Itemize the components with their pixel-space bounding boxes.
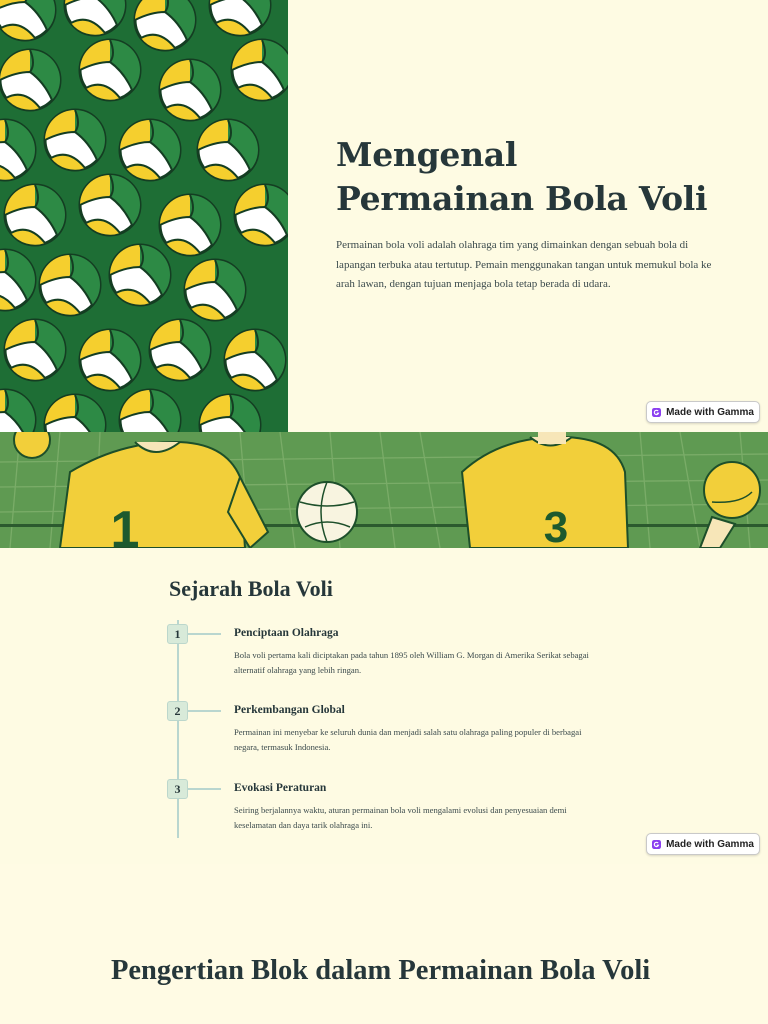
jersey-number-right: 3	[543, 503, 569, 548]
volleyball-pattern-image	[0, 0, 288, 432]
timeline-heading: Evokasi Peraturan	[234, 782, 327, 794]
timeline-line	[177, 620, 179, 838]
badge-label: Made with Gamma	[666, 838, 754, 850]
timeline-text: Seiring berjalannya waktu, aturan permainan bola voli mengalami evolusi dan penyesuaian demi keselamatan dan daya tarik olahraga ini.	[234, 805, 567, 830]
timeline-connector	[188, 633, 221, 635]
made-with-gamma-button[interactable]	[646, 401, 760, 423]
section-title: Sejarah Bola Voli	[169, 576, 333, 601]
timeline-step-number: 2	[167, 701, 188, 721]
timeline-connector	[188, 788, 221, 790]
timeline-step-number: 1	[167, 624, 188, 644]
made-with-gamma-button[interactable]	[646, 833, 760, 855]
intro-paragraph: Permainan bola voli adalah olahraga tim yang dimainkan dengan sebuah bola di lapangan terbuka atau tertutup. Pemain menggunakan tangan untuk memukul bola ke arah lawan, dengan tujuan menjaga bola tetap berada di udara.	[336, 239, 712, 290]
timeline-text: Permainan ini menyebar ke seluruh dunia dan menjadi salah satu olahraga paling populer di berbagai negara, termasuk Indonesia.	[234, 727, 582, 752]
timeline-step-number: 3	[167, 779, 188, 799]
timeline-heading: Penciptaan Olahraga	[234, 627, 339, 639]
players-banner-image	[0, 432, 768, 548]
volleyball-icon	[297, 482, 357, 542]
timeline-text: Bola voli pertama kali diciptakan pada tahun 1895 oleh William G. Morgan di Amerika Serikat sebagai alternatif olahraga yang lebih ringan.	[234, 650, 589, 675]
gamma-logo-icon	[652, 408, 661, 417]
page-title: Mengenal Permainan Bola Voli	[336, 135, 708, 218]
timeline-heading: Perkembangan Global	[234, 704, 345, 716]
slide3-title: Pengertian Blok dalam Permainan Bola Voli	[111, 955, 651, 986]
jersey-number-left: 1	[110, 501, 140, 548]
slide-intro	[0, 0, 768, 432]
gamma-logo-icon	[652, 840, 661, 849]
timeline-connector	[188, 710, 221, 712]
badge-label: Made with Gamma	[666, 406, 754, 418]
slide-history	[0, 432, 768, 864]
